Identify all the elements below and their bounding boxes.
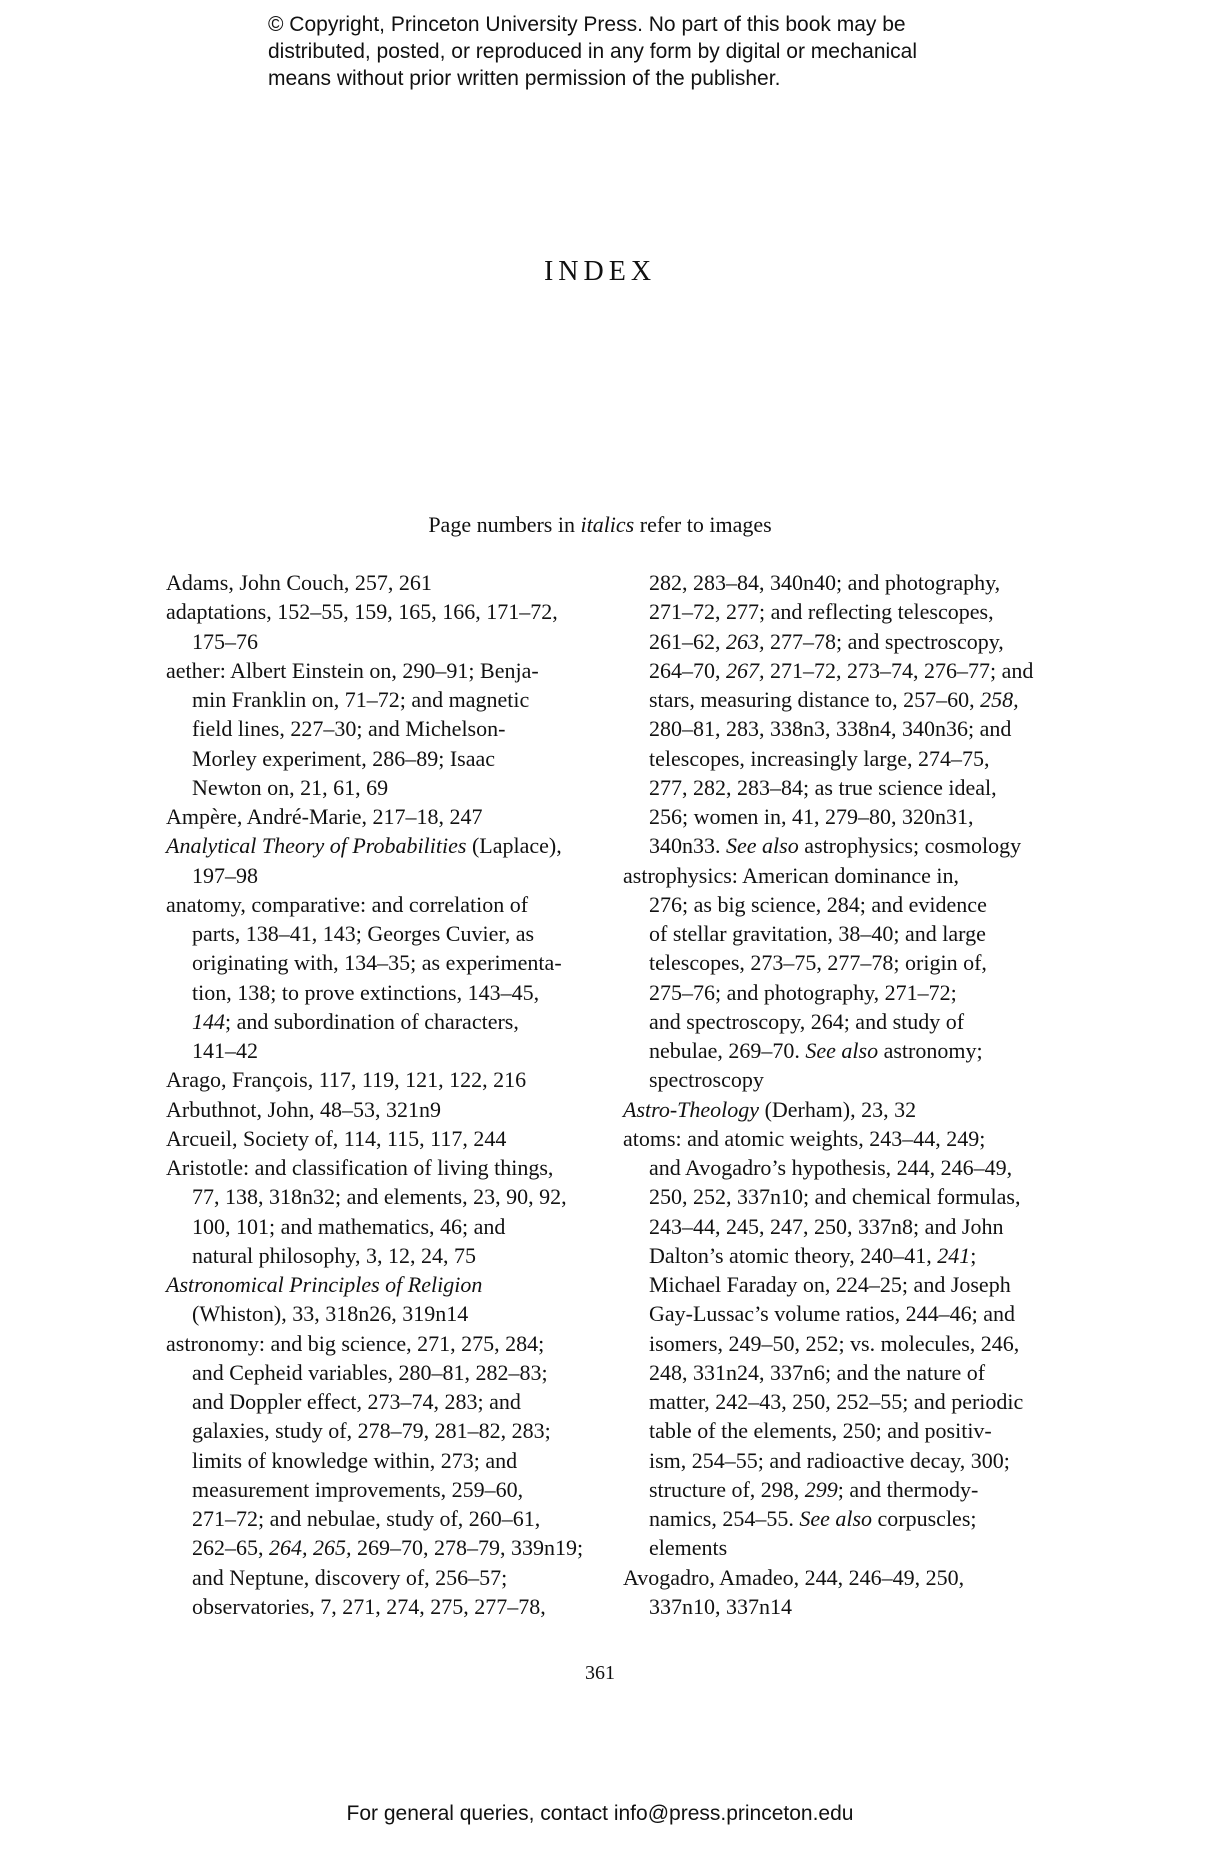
index-entry-line: adaptations, 152–55, 159, 165, 166, 171–72, bbox=[166, 599, 558, 625]
index-entry-line: limits of knowledge within, 273; and bbox=[192, 1447, 518, 1473]
index-entry-line: telescopes, increasingly large, 274–75, bbox=[649, 745, 990, 771]
index-entry-line: 77, 138, 318n32; and elements, 23, 90, 92, bbox=[192, 1184, 567, 1210]
index-entry-line: 256; women in, 41, 279–80, 320n31, bbox=[649, 804, 974, 829]
index-entry-line: elements bbox=[649, 1535, 728, 1561]
index-entry-line: 262–65, 264, 265, 269–70, 278–79, 339n19; bbox=[192, 1535, 584, 1561]
index-entry-line: tion, 138; to prove extinctions, 143–45, bbox=[192, 979, 540, 1005]
index-entry-line: parts, 138–41, 143; Georges Cuvier, as bbox=[192, 921, 535, 946]
index-column-left bbox=[166, 568, 586, 1621]
index-entry-line: table of the elements, 250; and positiv- bbox=[649, 1418, 992, 1444]
index-entry-line: Arago, François, 117, 119, 121, 122, 216 bbox=[166, 1067, 527, 1093]
copyright-line: means without prior written permission of the publisher. bbox=[268, 67, 781, 90]
index-entry-line: 175–76 bbox=[192, 628, 258, 654]
index-entry-line: natural philosophy, 3, 12, 24, 75 bbox=[192, 1242, 476, 1268]
index-entry-line: and Cepheid variables, 280–81, 282–83; bbox=[192, 1359, 548, 1385]
copyright-line: © Copyright, Princeton University Press. No part of this book may be bbox=[268, 13, 906, 36]
index-entry-line: Adams, John Couch, 257, 261 bbox=[166, 570, 432, 595]
index-entry-line: 100, 101; and mathematics, 46; and bbox=[192, 1213, 506, 1239]
index-entry-line: spectroscopy bbox=[649, 1067, 764, 1093]
copyright-notice bbox=[268, 11, 1028, 92]
index-entry-line: field lines, 227–30; and Michelson- bbox=[192, 716, 506, 742]
index-entry-line: telescopes, 273–75, 277–78; origin of, bbox=[649, 950, 987, 976]
index-entry-line: galaxies, study of, 278–79, 281–82, 283; bbox=[192, 1418, 551, 1444]
index-entry-line: (Whiston), 33, 318n26, 319n14 bbox=[192, 1301, 469, 1327]
index-entry-line: 340n33. See also astrophysics; cosmology bbox=[649, 833, 1022, 859]
index-entry-line: 276; as big science, 284; and evidence bbox=[649, 891, 987, 917]
index-entry-line: min Franklin on, 71–72; and magnetic bbox=[192, 687, 530, 712]
index-entry-line: anatomy, comparative: and correlation of bbox=[166, 891, 529, 917]
index-entry-line: Arbuthnot, John, 48–53, 321n9 bbox=[166, 1096, 441, 1122]
index-entry-line: originating with, 134–35; as experimenta- bbox=[192, 950, 562, 976]
index-entry-line: 271–72, 277; and reflecting telescopes, bbox=[649, 599, 994, 625]
index-entry-line: Aristotle: and classification of living things, bbox=[166, 1155, 554, 1180]
page-number: 361 bbox=[585, 1662, 615, 1684]
copyright-line: distributed, posted, or reproduced in any form by digital or mechanical bbox=[268, 40, 918, 63]
index-entry-line: 277, 282, 283–84; as true science ideal, bbox=[649, 774, 997, 800]
index-entry-line: namics, 254–55. See also corpuscles; bbox=[649, 1506, 977, 1531]
index-entry-line: Arcueil, Society of, 114, 115, 117, 244 bbox=[166, 1125, 507, 1151]
index-entry-line: Astronomical Principles of Religion bbox=[166, 1272, 483, 1297]
index-entry-line: and Neptune, discovery of, 256–57; bbox=[192, 1564, 508, 1590]
index-entry-line: Dalton’s atomic theory, 240–41, 241; bbox=[649, 1242, 977, 1268]
index-entry-line: Michael Faraday on, 224–25; and Joseph bbox=[649, 1272, 1011, 1297]
index-entry-line: nebulae, 269–70. See also astronomy; bbox=[649, 1038, 983, 1063]
page-title: INDEX bbox=[543, 256, 657, 287]
index-entry-line: Morley experiment, 286–89; Isaac bbox=[192, 745, 496, 771]
index-entry-line: 248, 331n24, 337n6; and the nature of bbox=[649, 1359, 986, 1385]
index-entry-line: 271–72; and nebulae, study of, 260–61, bbox=[192, 1506, 541, 1531]
index-entry-line: 264–70, 267, 271–72, 273–74, 276–77; and bbox=[649, 657, 1034, 683]
index-entry-line: and Avogadro’s hypothesis, 244, 246–49, bbox=[649, 1155, 1013, 1180]
index-entry-line: 282, 283–84, 340n40; and photography, bbox=[649, 570, 1001, 595]
index-entry-line: measurement improvements, 259–60, bbox=[192, 1476, 524, 1502]
index-entry-line: structure of, 298, 299; and thermody- bbox=[649, 1476, 979, 1502]
index-entry-line: 144; and subordination of characters, bbox=[192, 1008, 519, 1034]
index-entry-line: 337n10, 337n14 bbox=[649, 1593, 792, 1619]
index-entry-line: atoms: and atomic weights, 243–44, 249; bbox=[623, 1125, 986, 1151]
index-entry-line: stars, measuring distance to, 257–60, 258, bbox=[649, 687, 1019, 712]
index-entry-line: 243–44, 245, 247, 250, 337n8; and John bbox=[649, 1213, 1004, 1239]
index-entry-line: 250, 252, 337n10; and chemical formulas, bbox=[649, 1184, 1021, 1210]
index-entry-line: 141–42 bbox=[192, 1038, 258, 1063]
index-entry-line: astronomy: and big science, 271, 275, 284; bbox=[166, 1330, 545, 1356]
index-column-right bbox=[623, 568, 1043, 1621]
italics-note: Page numbers in italics refer to images bbox=[428, 512, 772, 537]
index-entry-line: Gay-Lussac’s volume ratios, 244–46; and bbox=[649, 1301, 1015, 1327]
index-entry-line: astrophysics: American dominance in, bbox=[623, 862, 960, 888]
index-entry-line: isomers, 249–50, 252; vs. molecules, 246, bbox=[649, 1330, 1020, 1356]
index-entry-line: observatories, 7, 271, 274, 275, 277–78, bbox=[192, 1593, 546, 1619]
index-entry-line: ism, 254–55; and radioactive decay, 300; bbox=[649, 1447, 1010, 1473]
index-entry-line: matter, 242–43, 250, 252–55; and periodic bbox=[649, 1389, 1024, 1414]
index-entry-line: 280–81, 283, 338n3, 338n4, 340n36; and bbox=[649, 716, 1012, 742]
index-entry-line: and Doppler effect, 273–74, 283; and bbox=[192, 1389, 521, 1414]
index-entry-line: Analytical Theory of Probabilities (Laplace), bbox=[166, 833, 562, 859]
index-entry-line: 261–62, 263, 277–78; and spectroscopy, bbox=[649, 628, 1004, 654]
index-entry-line: 275–76; and photography, 271–72; bbox=[649, 979, 957, 1005]
footer-contact: For general queries, contact info@press.princeton.edu bbox=[346, 1802, 854, 1825]
index-entry-line: and spectroscopy, 264; and study of bbox=[649, 1008, 965, 1034]
index-entry-line: aether: Albert Einstein on, 290–91; Benja- bbox=[166, 657, 539, 683]
index-entry-line: of stellar gravitation, 38–40; and large bbox=[649, 921, 986, 946]
index-entry-line: 197–98 bbox=[192, 862, 258, 888]
index-entry-line: Astro-Theology (Derham), 23, 32 bbox=[623, 1096, 917, 1122]
index-entry-line: Ampère, André-Marie, 217–18, 247 bbox=[166, 804, 483, 829]
index-entry-line: Newton on, 21, 61, 69 bbox=[192, 774, 389, 800]
index-entry-line: Avogadro, Amadeo, 244, 246–49, 250, bbox=[623, 1564, 965, 1590]
